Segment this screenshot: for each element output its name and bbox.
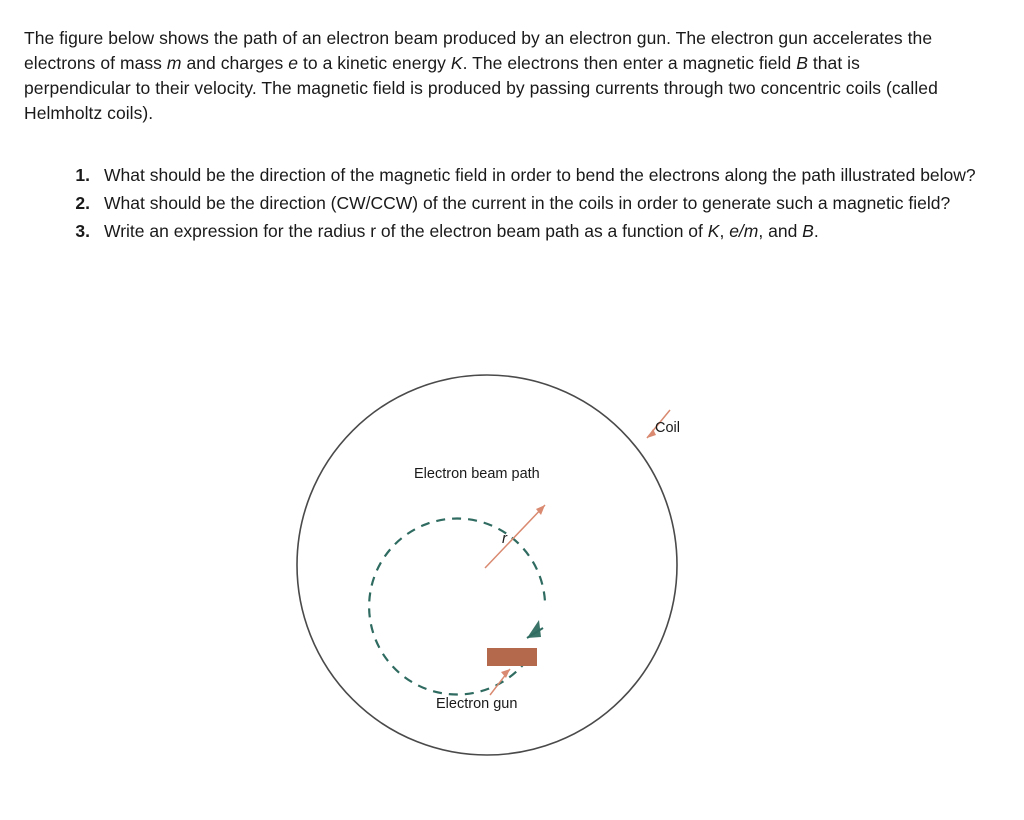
coil-label: Coil [655, 420, 680, 436]
question-item [62, 191, 982, 216]
intro-paragraph: The figure below shows the path of an electron beam produced by an electron gun. The electron gun accelerates the electrons of mass m and charges e to a kinetic energy K. The electrons then enter a magnetic field B that is perpendicular to their velocity. The magnetic field is produced by passing currents through two concentric coils (called Helmholtz coils). [24, 28, 938, 123]
question-number: 1. [75, 165, 90, 185]
question-list [62, 163, 982, 247]
electron-beam-path-label: Electron beam path [414, 466, 540, 482]
question-number: 3. [75, 220, 90, 241]
electron-gun-label: Electron gun [436, 696, 518, 712]
radius-line [485, 505, 545, 568]
electron-beam-path [369, 519, 545, 695]
question-item [62, 163, 982, 188]
beam-direction-arrowhead [527, 620, 541, 638]
question-number: 2. [75, 192, 90, 213]
question-text: What should be the direction (CW/CCW) of the current in the coils in order to generate such a magnetic field? [104, 192, 951, 213]
question-text: Write an expression for the radius r of the electron beam path as a function of K, e/m, and B. [104, 220, 819, 241]
gun-pointer-arrowhead [501, 669, 510, 678]
radius-label: r [502, 530, 507, 547]
figure-diagram [262, 370, 742, 790]
question-text: What should be the direction of the magnetic field in order to bend the electrons along the path illustrated below? [104, 165, 976, 185]
question-item [62, 219, 982, 244]
electron-gun-block [487, 648, 537, 666]
